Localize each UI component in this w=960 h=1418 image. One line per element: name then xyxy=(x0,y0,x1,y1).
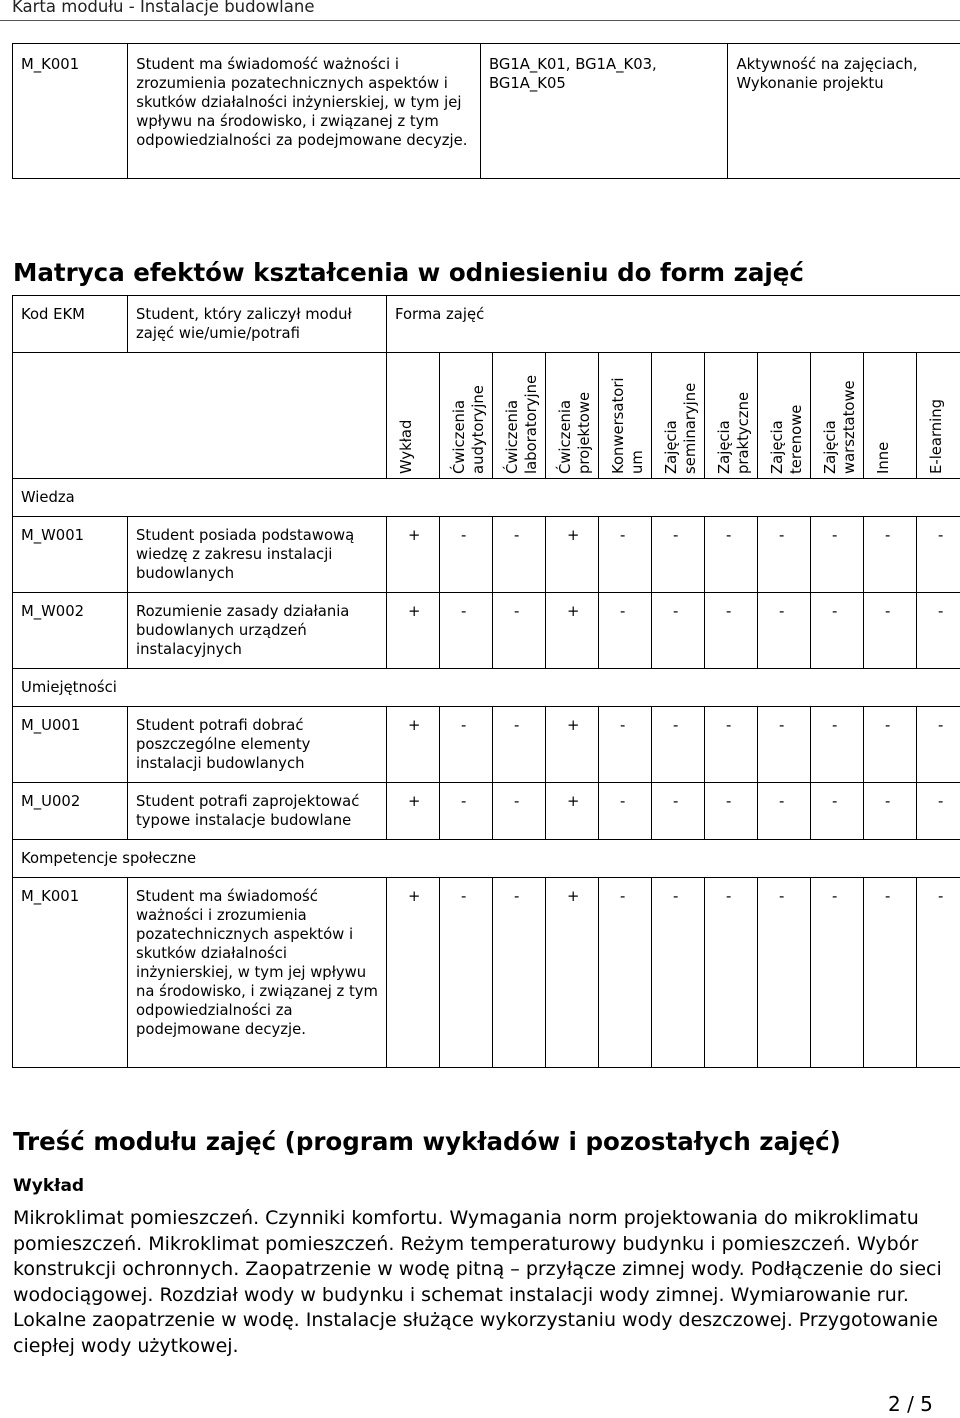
mark-cell: - xyxy=(917,783,960,840)
table-row xyxy=(13,517,960,593)
mark-cell: - xyxy=(652,593,705,669)
mark-cell: - xyxy=(705,517,758,593)
outcome-description: Rozumienie zasady działania budowlanych urządzeń instalacyjnych xyxy=(128,593,387,669)
form-label: Konwersatori um xyxy=(610,377,646,474)
mark-cell: + xyxy=(387,593,440,669)
category-row xyxy=(13,479,960,517)
mark-cell: - xyxy=(440,878,493,1068)
form-header xyxy=(599,353,652,479)
top-outcome-table xyxy=(12,43,960,179)
outcome-description: Student potrafi dobrać poszczególne elementy instalacji budowlanych xyxy=(128,707,387,783)
mark-cell: - xyxy=(917,593,960,669)
mark-cell: - xyxy=(758,593,811,669)
category-row xyxy=(13,840,960,878)
mark-cell: - xyxy=(440,593,493,669)
form-label: Zajęcia seminaryjne xyxy=(663,382,699,474)
content-section-title: Treść modułu zajęć (program wykładów i pozostałych zajęć) xyxy=(13,1127,841,1156)
outcome-description: Student potrafi zaprojektować typowe instalacje budowlane xyxy=(128,783,387,840)
form-header xyxy=(917,353,960,479)
mark-cell: - xyxy=(493,707,546,783)
mark-cell: - xyxy=(705,707,758,783)
form-header xyxy=(546,353,599,479)
mark-cell: - xyxy=(864,593,917,669)
category-label: Umiejętności xyxy=(13,669,960,707)
col-desc-header: Student, który zaliczył moduł zajęć wie/umie/potrafi xyxy=(128,296,387,353)
mark-cell: - xyxy=(705,783,758,840)
outcome-code: M_K001 xyxy=(13,44,128,179)
outcome-code: M_U002 xyxy=(13,783,128,840)
related-outcomes: BG1A_K01, BG1A_K03, BG1A_K05 xyxy=(480,44,728,179)
outcome-code: M_W002 xyxy=(13,593,128,669)
form-header xyxy=(758,353,811,479)
mark-cell: - xyxy=(811,593,864,669)
table-row xyxy=(13,44,960,179)
mark-cell: - xyxy=(758,878,811,1068)
outcome-code: M_U001 xyxy=(13,707,128,783)
mark-cell: - xyxy=(917,517,960,593)
form-label: Zajęcia terenowe xyxy=(769,404,805,474)
category-row xyxy=(13,669,960,707)
matrix-title: Matryca efektów kształcenia w odniesieniu do form zajęć xyxy=(13,258,804,287)
mark-cell: - xyxy=(652,783,705,840)
header-divider xyxy=(0,20,960,21)
category-label: Wiedza xyxy=(13,479,960,517)
mark-cell: - xyxy=(599,593,652,669)
mark-cell: - xyxy=(652,517,705,593)
mark-cell: - xyxy=(652,878,705,1068)
mark-cell: + xyxy=(546,593,599,669)
mark-cell: - xyxy=(811,517,864,593)
col-forms-header: Forma zajęć xyxy=(387,296,960,353)
mark-cell: - xyxy=(864,783,917,840)
mark-cell: - xyxy=(811,707,864,783)
mark-cell: - xyxy=(440,783,493,840)
mark-cell: - xyxy=(758,517,811,593)
empty-header-cell xyxy=(13,353,387,479)
mark-cell: - xyxy=(864,707,917,783)
table-row xyxy=(13,783,960,840)
form-header xyxy=(440,353,493,479)
mark-cell: - xyxy=(493,517,546,593)
outcome-description: Student ma świadomość ważności i zrozumienia pozatechnicznych aspektów i skutków działalności inżynierskiej, w tym jej wpływu na środowisko, i związanej z tym odpowiedzialności za podejmowane decyzje. xyxy=(128,44,481,179)
form-header xyxy=(705,353,758,479)
form-label: Inne xyxy=(875,441,892,474)
mark-cell: + xyxy=(546,878,599,1068)
form-header xyxy=(387,353,440,479)
form-label: Zajęcia praktyczne xyxy=(716,391,752,474)
mark-cell: - xyxy=(758,707,811,783)
outcome-description: Student posiada podstawową wiedzę z zakresu instalacji budowlanych xyxy=(128,517,387,593)
verification-methods: Aktywność na zajęciach, Wykonanie projektu xyxy=(728,44,960,179)
form-header xyxy=(811,353,864,479)
table-row xyxy=(13,707,960,783)
mark-cell: - xyxy=(811,878,864,1068)
form-label: E-learning xyxy=(928,398,945,474)
mark-cell: - xyxy=(705,593,758,669)
category-label: Kompetencje społeczne xyxy=(13,840,960,878)
form-label: Wykład xyxy=(398,419,415,474)
mark-cell: + xyxy=(387,707,440,783)
mark-cell: + xyxy=(546,517,599,593)
mark-cell: - xyxy=(917,707,960,783)
outcome-code: M_K001 xyxy=(13,878,128,1068)
mark-cell: - xyxy=(599,878,652,1068)
mark-cell: - xyxy=(917,878,960,1068)
header-title: Karta modułu - Instalacje budowlane xyxy=(12,0,315,16)
form-header xyxy=(652,353,705,479)
form-label: Ćwiczenia audytoryjne xyxy=(451,385,487,474)
mark-cell: - xyxy=(599,517,652,593)
mark-cell: + xyxy=(387,517,440,593)
form-header xyxy=(493,353,546,479)
mark-cell: - xyxy=(652,707,705,783)
mark-cell: - xyxy=(811,783,864,840)
forms-matrix-table xyxy=(12,295,960,1068)
mark-cell: - xyxy=(758,783,811,840)
forms-header-row xyxy=(13,353,960,479)
form-label: Ćwiczenia laboratoryjne xyxy=(504,374,540,474)
mark-cell: - xyxy=(493,593,546,669)
lecture-text: Mikroklimat pomieszczeń. Czynniki komfortu. Wymagania norm projektowania do mikroklimatu pomieszczeń. Mikroklimat pomieszczeń. Reżym temperaturowy budynku i pomieszczeń. Wybór konstrukcji ochronnych. Zaopatrzenie w wodę pitną – przyłącze zimnej wody. Podłączenie do sieci wodociągowej. Rozdział wody w budynku i schemat instalacji wody zimnej. Wymiarowanie rur. Lokalne zaopatrzenie w wodę. Instalacje służące wykorzystaniu wody deszczowej. Przygotowanie ciepłej wody użytkowej. xyxy=(13,1207,942,1357)
page-number: 2 / 5 xyxy=(888,1392,933,1416)
mark-cell: + xyxy=(546,707,599,783)
mark-cell: - xyxy=(493,878,546,1068)
lecture-label: Wykład xyxy=(13,1176,85,1196)
mark-cell: + xyxy=(387,878,440,1068)
mark-cell: - xyxy=(864,517,917,593)
table-row xyxy=(13,878,960,1068)
col-code-header: Kod EKM xyxy=(13,296,128,353)
mark-cell: - xyxy=(493,783,546,840)
mark-cell: - xyxy=(599,783,652,840)
mark-cell: - xyxy=(599,707,652,783)
form-header xyxy=(864,353,917,479)
mark-cell: - xyxy=(440,707,493,783)
table-row xyxy=(13,593,960,669)
matrix-header-row xyxy=(13,296,960,353)
outcome-code: M_W001 xyxy=(13,517,128,593)
outcome-description: Student ma świadomość ważności i zrozumienia pozatechnicznych aspektów i skutków działalności inżynierskiej, w tym jej wpływu na środowisko, i związanej z tym odpowiedzialności za podejmowane decyzje. xyxy=(128,878,387,1068)
form-label: Zajęcia warsztatowe xyxy=(822,380,858,474)
mark-cell: - xyxy=(705,878,758,1068)
mark-cell: - xyxy=(440,517,493,593)
mark-cell: + xyxy=(387,783,440,840)
mark-cell: + xyxy=(546,783,599,840)
mark-cell: - xyxy=(864,878,917,1068)
form-label: Ćwiczenia projektowe xyxy=(557,391,593,474)
